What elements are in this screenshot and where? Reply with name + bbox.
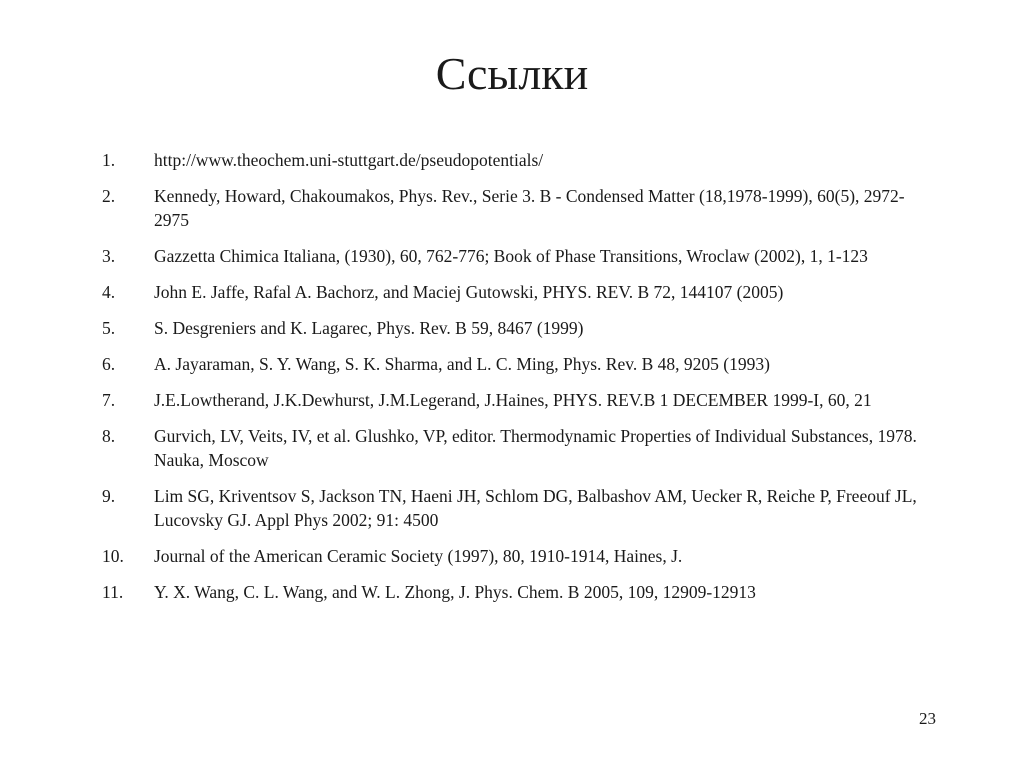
reference-item: [102, 484, 932, 532]
reference-number: 5.: [102, 318, 116, 338]
reference-text: Lim SG, Kriventsov S, Jackson TN, Haeni JH, Schlom DG, Balbashov AM, Uecker R, Reiche P, Freeouf JL, Lucovsky GJ. Appl Phys 2002; 91: 4500: [154, 486, 917, 530]
reference-item: [102, 316, 932, 340]
reference-text: A. Jayaraman, S. Y. Wang, S. K. Sharma, and L. C. Ming, Phys. Rev. B 48, 9205 (1993): [154, 354, 770, 374]
reference-number: 7.: [102, 390, 116, 410]
reference-number: 11.: [102, 582, 124, 602]
reference-text: Y. X. Wang, C. L. Wang, and W. L. Zhong, J. Phys. Chem. B 2005, 109, 12909-12913: [154, 582, 756, 602]
slide-title: Ссылки: [435, 48, 589, 99]
reference-item: [102, 580, 932, 604]
reference-number: 6.: [102, 354, 116, 374]
reference-number: 9.: [102, 486, 116, 506]
page-number: 23: [919, 709, 936, 728]
reference-item: [102, 424, 932, 472]
reference-text: J.E.Lowtherand, J.K.Dewhurst, J.M.Legerand, J.Haines, PHYS. REV.B 1 DECEMBER 1999-I, 60, 21: [154, 390, 872, 410]
reference-item: [102, 352, 932, 376]
reference-list: [102, 148, 932, 616]
reference-number: 10.: [102, 546, 124, 566]
reference-text: Gurvich, LV, Veits, IV, et al. Glushko, VP, editor. Thermodynamic Properties of Individual Substances, 1978. Nauka, Moscow: [154, 426, 917, 470]
reference-text: John E. Jaffe, Rafal A. Bachorz, and Maciej Gutowski, PHYS. REV. B 72, 144107 (2005): [154, 282, 784, 302]
reference-text: Gazzetta Chimica Italiana, (1930), 60, 762-776; Book of Phase Transitions, Wroclaw (2002), 1, 1-123: [154, 246, 868, 266]
reference-item: [102, 544, 932, 568]
reference-text: Kennedy, Howard, Chakoumakos, Phys. Rev., Serie 3. B - Condensed Matter (18,1978-1999), 60(5), 2972-2975: [154, 186, 905, 230]
reference-item: [102, 280, 932, 304]
reference-text: S. Desgreniers and K. Lagarec, Phys. Rev. B 59, 8467 (1999): [154, 318, 584, 338]
reference-number: 1.: [102, 150, 116, 170]
reference-item: [102, 148, 932, 172]
reference-number: 2.: [102, 186, 116, 206]
reference-text: http://www.theochem.uni-stuttgart.de/pseudopotentials/: [154, 150, 544, 170]
reference-item: [102, 244, 932, 268]
reference-number: 4.: [102, 282, 116, 302]
reference-text: Journal of the American Ceramic Society (1997), 80, 1910-1914, Haines, J.: [154, 546, 683, 566]
reference-number: 8.: [102, 426, 116, 446]
reference-item: [102, 388, 932, 412]
reference-number: 3.: [102, 246, 116, 266]
reference-item: [102, 184, 932, 232]
